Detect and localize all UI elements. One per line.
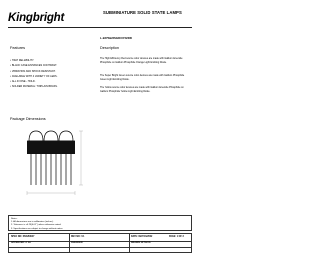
package-dimensions-heading: Package Dimensions [10,117,46,121]
title-block [8,233,192,253]
revision-number: REV NO: V.1 [71,235,85,238]
part-number: L-937SB/3SGD/3YD/3ID [100,36,132,40]
feature-item: • BLACK CASE ENHANCES CONTRAST. [10,63,58,68]
header-rule [8,27,192,28]
description-paragraph: The Yellow source color devices are made with Gallium Arsenide Phosphide on Gallium Phosphide Yellow Light Emitting Diode. [100,86,184,93]
checked-by: CHECKED: [71,242,84,244]
approved-by: APPROVED: J. Lu [11,242,31,244]
feature-item: • SOLDER MATERIAL: TINPLAIN BRASS. [10,84,58,89]
note-line: 1. All dimensions are in millimeters (inches). [11,221,54,224]
title-block-divider [129,234,130,252]
feature-item: • HIGH RELIABILITY. [10,58,58,63]
document-title: SUBMINIATURE SOLID STATE LAMPS [103,10,182,15]
features-heading: Features [10,46,25,50]
led-package-front-view [27,131,75,141]
dimension-lines [27,131,83,195]
description-paragraph: The Super Bright Green source color devices are made with Gallium Phosphide Green Light Emitting Diode. [100,74,185,81]
leads [31,154,71,185]
black-housing [27,141,75,154]
note-line: 3. Specifications are subject to change without notice. [11,227,64,230]
features-list [10,58,58,90]
title-block-divider [9,247,191,248]
spec-number: SPEC NO: DSAB3027 [11,235,35,238]
feature-item: • AVAILABLE WITH 4 VARIETY OF LEDS. [10,74,58,79]
document-date: DATE: MAY/16/2002 [131,235,153,238]
feature-item: • ALL IN ONE - HOLD. [10,79,58,84]
description-paragraph: The High Efficiency Red source color devices are made with Gallium Arsenide Phosphide on Gallium Phosphide Orange Light Emitting Diode. [100,57,183,64]
note-line: 2. Tolerance is ±0.25(0.01") unless otherwise noted. [11,224,62,227]
brand-logo [8,8,72,24]
title-block-divider [69,234,70,252]
note-line: Notes: [11,218,18,220]
page-number: PAGE: 1 OF 3 [169,235,184,238]
brand-logo-text: Kingbright [8,12,65,24]
feature-item: • VIBRATION AND SHOCK RESISTANT. [10,69,58,74]
drawn-by: DRAWN: W.T.HUA [131,242,151,244]
description-heading: Description [100,46,119,50]
title-block-divider [9,241,191,242]
notes [11,218,63,231]
package-dimensions-drawing [15,125,185,205]
